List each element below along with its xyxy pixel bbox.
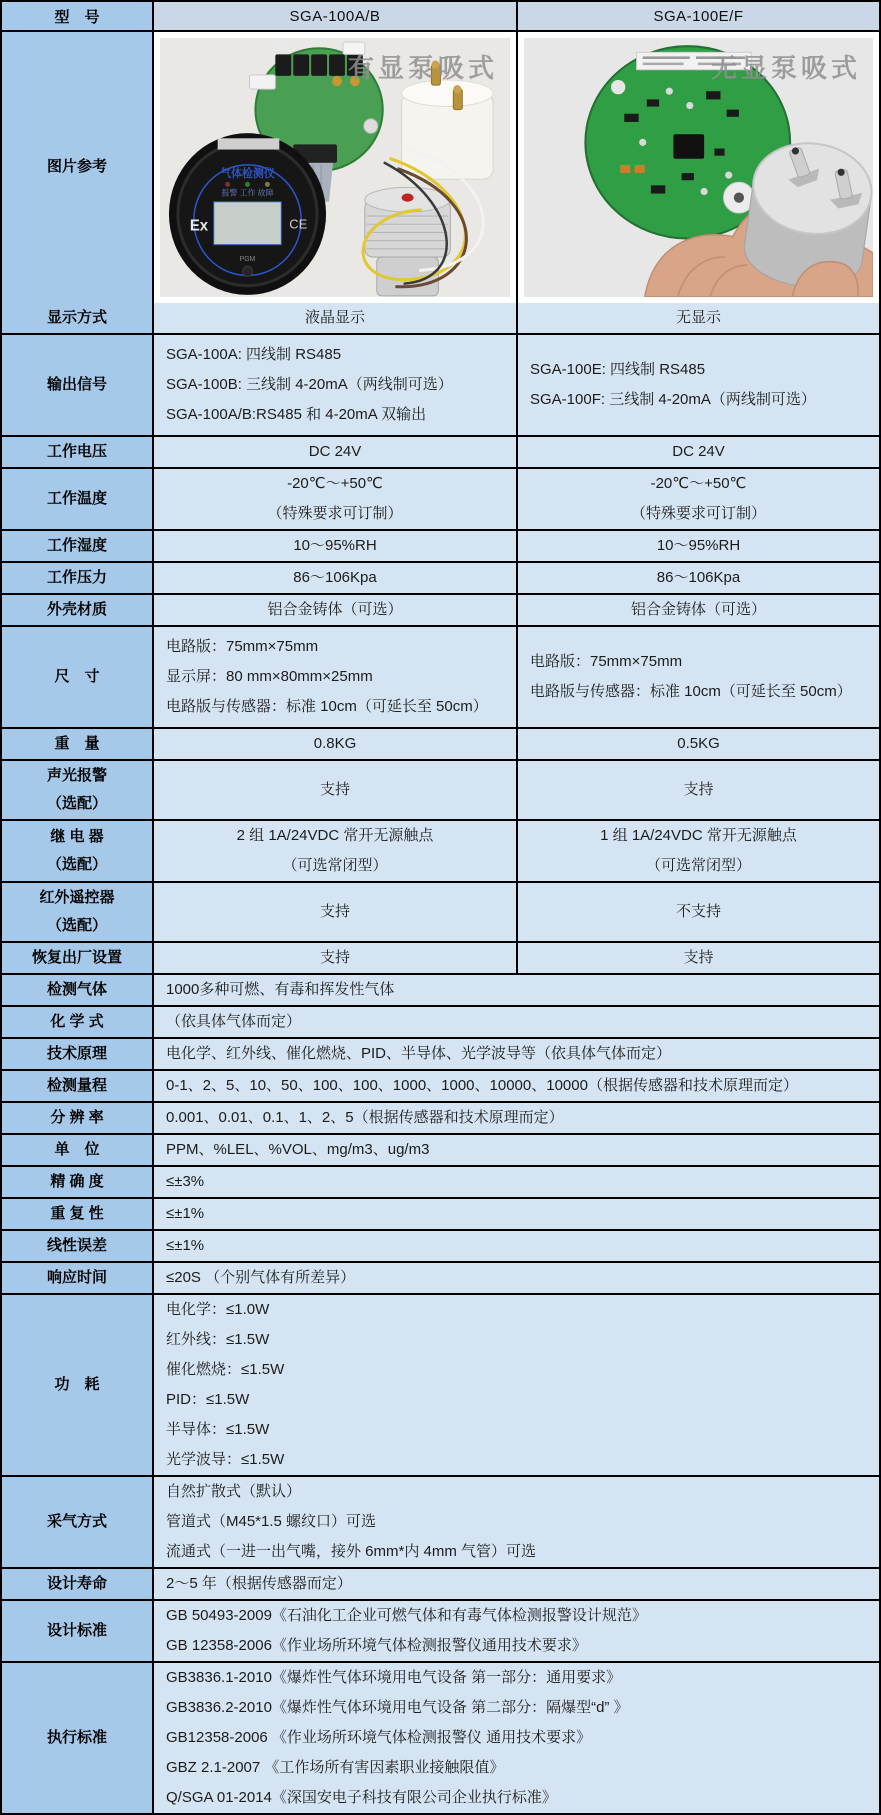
row-label [2,1103,154,1133]
spec-value-line: （可选常闭型） [645,856,751,874]
spec-value-cell [154,883,518,941]
spec-value-cell [154,1477,879,1567]
row-label [2,1477,154,1567]
spec-row-13 [2,973,879,1005]
row-label-line: 检测量程 [46,1076,107,1094]
spec-value-cell [518,595,879,625]
spec-value-cell [518,883,879,941]
ic-chip [673,134,704,159]
row-label [2,1263,154,1293]
spec-value-cell [154,595,518,625]
spec-row-2 [2,435,879,467]
row-label [2,1569,154,1599]
row-label [2,761,154,819]
row-label-line: 红外遥控器 [39,888,115,906]
spec-value-cell [154,1199,879,1229]
spec-value-line: SGA-100A/B:RS485 和 4-20mA 双输出 [166,405,427,423]
spec-value-cell [154,437,518,467]
spec-value-line: 电路版：75mm×75mm [530,652,683,670]
spec-row-11 [2,881,879,941]
row-label [2,1199,154,1229]
row-label [2,1167,154,1197]
row-label-line: 外壳材质 [46,600,107,618]
row-label [2,469,154,529]
row-label-line: 工作湿度 [46,536,107,554]
row-label-line: 执行标准 [46,1728,107,1746]
row-label-line: 设计寿命 [46,1574,107,1592]
spec-value-line: 0-1、2、5、10、50、100、100、1000、1000、10000、10000（根据传感器和技术原理而定） [166,1076,798,1094]
row-label-line: 工作压力 [46,568,107,586]
row-label-line: （选配） [46,855,107,873]
spec-value-line: 电路版与传感器：标准 10cm（可延长至 50cm） [530,682,852,700]
row-label-line: 显示方式 [46,308,107,326]
row-label-line: 功 耗 [54,1375,100,1393]
spec-row-24 [2,1475,879,1567]
photo-cell-b [518,32,879,303]
spec-value-line: 电化学：≤1.0W [166,1300,270,1318]
spec-value-cell [154,1071,879,1101]
spec-value-cell [154,1601,879,1661]
spec-value-line: 86～106Kpa [293,568,377,586]
spec-value-line: SGA-100E: 四线制 RS485 [530,360,706,378]
spec-value-cell [154,1167,879,1197]
spec-value-line: 半导体：≤1.5W [166,1420,270,1438]
row-label [2,595,154,625]
product-photo-a [160,38,510,297]
spec-value-line: 10～95%RH [656,536,741,554]
spec-row-7 [2,625,879,727]
spec-value-line: 支持 [319,948,350,966]
spec-value-cell [518,335,879,435]
spec-value-cell [154,943,518,973]
spec-value-cell [154,1135,879,1165]
row-label [2,563,154,593]
spec-value-line: GB 12358-2006《作业场所环境气体检测报警仪通用技术要求》 [166,1636,587,1654]
detector-display-unit [169,133,326,295]
spec-value-line: 不支持 [675,902,721,920]
row-label-line: 工作电压 [46,442,107,460]
spec-value-line: 10～95%RH [293,536,377,554]
spec-value-line: 0.001、0.01、0.1、1、2、5（根据传感器和技术原理而定） [166,1108,564,1126]
row-label [2,975,154,1005]
spec-value-line: SGA-100F: 三线制 4-20mA（两线制可选） [530,390,816,408]
row-label-line: 重 复 性 [50,1204,104,1222]
label-sticker [218,138,280,149]
spec-value-line: 2 组 1A/24VDC 常开无源触点 [236,826,434,844]
spec-value-cell [518,303,879,333]
row-label-line: 采气方式 [46,1512,107,1530]
spec-value-line: 管道式（M45*1.5 螺纹口）可选 [166,1512,377,1530]
spec-value-cell [154,627,518,727]
spec-value-line: 支持 [319,780,350,798]
header-model-label: 型 号 [2,2,154,30]
row-label-line: 精 确 度 [50,1172,104,1190]
row-label [2,303,154,333]
spec-row-3 [2,467,879,529]
row-label [2,335,154,435]
photo-cell-a [154,32,518,303]
row-label [2,1295,154,1475]
spec-row-25 [2,1567,879,1599]
row-label-line: 单 位 [54,1140,100,1158]
spec-value-line: 光学波导：≤1.5W [166,1450,285,1468]
spec-value-line: 无显示 [675,308,721,326]
spec-value-cell [518,729,879,759]
spec-value-line: 铝合金铸体（可选） [267,600,403,618]
spec-value-line: -20℃～+50℃ [650,474,747,492]
image-reference-row [2,30,879,303]
row-label-line: 图片参考 [46,158,107,176]
spec-value-line: SGA-100A: 四线制 RS485 [166,345,342,363]
row-label-line: 化 学 式 [50,1012,104,1030]
row-label-line: 响应时间 [46,1268,107,1286]
row-label-line: 恢复出厂设置 [31,948,122,966]
spec-row-15 [2,1037,879,1069]
spec-value-line: （依具体气体而定） [166,1012,302,1030]
row-label-line: 分 辨 率 [50,1108,104,1126]
row-label-line: 声光报警 [46,766,107,784]
spec-value-line: DC 24V [308,442,362,460]
spec-row-5 [2,561,879,593]
spec-value-line: DC 24V [672,442,725,460]
photo-b-illustration [524,38,873,297]
spec-value-cell [154,729,518,759]
spec-value-line: ≤±1% [166,1236,205,1254]
spec-row-18 [2,1133,879,1165]
row-label [2,531,154,561]
row-label-line: 继 电 器 [50,827,104,845]
spec-row-17 [2,1101,879,1133]
spec-row-14 [2,1005,879,1037]
spec-value-cell [518,531,879,561]
spec-value-line: Q/SGA 01-2014《深国安电子科技有限公司企业执行标准》 [166,1788,557,1806]
spec-value-line: 电化学、红外线、催化燃烧、PID、半导体、光学波导等（依具体气体而定） [166,1044,672,1062]
spec-value-cell [518,943,879,973]
row-label [2,1039,154,1069]
spec-value-line: 流通式（一进一出气嘴，接外 6mm*内 4mm 气管）可选 [166,1542,537,1560]
row-label [2,943,154,973]
spec-row-26 [2,1599,879,1661]
spec-value-line: 液晶显示 [304,308,365,326]
spec-value-line: 自然扩散式（默认） [166,1482,302,1500]
brass-nozzle [431,61,440,86]
spec-row-23 [2,1293,879,1475]
spec-value-line: （特殊要求可订制） [267,504,403,522]
spec-value-line: GBZ 2.1-2007 《工作场所有害因素职业接触限值》 [166,1758,505,1776]
spec-value-line: 电路版：75mm×75mm [166,637,319,655]
row-label [2,729,154,759]
spec-value-line: 2～5 年（根据传感器而定） [166,1574,352,1592]
red-indicator-dot [402,194,414,202]
row-label-line: 检测气体 [46,980,107,998]
spec-value-line: 支持 [319,902,350,920]
spec-row-19 [2,1165,879,1197]
spec-row-22 [2,1261,879,1293]
row-label-line: 设计标准 [46,1621,107,1639]
spec-value-line: 1 组 1A/24VDC 常开无源触点 [600,826,797,844]
spec-row-9 [2,759,879,819]
row-label-line: 线性误差 [46,1236,107,1254]
spec-value-line: GB12358-2006 《作业场所环境气体检测报警仪 通用技术要求》 [166,1728,592,1746]
spec-value-line: （特殊要求可订制） [630,504,766,522]
ex-mark-text: Ex [189,217,209,235]
spec-value-cell [154,1295,879,1475]
spec-value-line: 0.5KG [677,734,720,752]
spec-value-cell [518,821,879,881]
table-header-row [2,2,879,30]
spec-value-line: 0.8KG [313,734,357,752]
row-label [2,1231,154,1261]
spec-value-cell [154,761,518,819]
led-labels-text: 报警 工作 故障 [221,188,274,198]
pgm-button-text: PGM [239,256,256,264]
spec-row-10 [2,819,879,881]
spec-row-0 [2,303,879,333]
spec-value-cell [518,437,879,467]
label-sticker [637,52,752,69]
row-label-line: 工作温度 [46,489,107,507]
spec-value-cell [154,1007,879,1037]
spec-value-line: ≤±1% [166,1204,205,1222]
spec-value-line: PID：≤1.5W [166,1390,250,1408]
brass-nozzle [453,85,462,110]
spec-value-cell [154,975,879,1005]
spec-value-line: 红外线：≤1.5W [166,1330,270,1348]
spec-value-cell [518,627,879,727]
row-label [2,1601,154,1661]
spec-value-cell [154,1103,879,1133]
spec-row-21 [2,1229,879,1261]
row-label [2,821,154,881]
spec-value-cell [154,821,518,881]
spec-row-8 [2,727,879,759]
spec-row-1 [2,333,879,435]
row-label-line: 重 量 [54,734,100,752]
row-label [2,627,154,727]
row-label [2,1135,154,1165]
spec-row-16 [2,1069,879,1101]
device-title-text: 气体检测仪 [220,168,275,181]
spec-row-12 [2,941,879,973]
spec-value-line: 1000多种可燃、有毒和挥发性气体 [166,980,395,998]
spec-value-cell [518,563,879,593]
spec-value-cell [154,1569,879,1599]
row-label-line: 尺 寸 [54,667,100,685]
spec-value-line: GB3836.2-2010《爆炸性气体环境用电气设备 第二部分：隔爆型“d” 》 [166,1698,629,1716]
spec-value-cell [154,1231,879,1261]
ce-mark-text: CE [289,216,308,232]
row-label [2,437,154,467]
spec-row-6 [2,593,879,625]
header-model-a: SGA-100A/B [154,2,518,30]
row-label-line: 技术原理 [46,1044,107,1062]
spec-value-line: PPM、%LEL、%VOL、mg/m3、ug/m3 [166,1140,430,1158]
spec-value-line: -20℃～+50℃ [287,474,383,492]
spec-value-line: 铝合金铸体（可选） [630,600,766,618]
row-label [2,883,154,941]
spec-value-line: 显示屏：80 mm×80mm×25mm [166,667,373,685]
row-label-line: （选配） [46,916,107,934]
photo-a-illustration [160,38,510,297]
spec-value-cell [154,1039,879,1069]
spec-value-line: 支持 [683,948,714,966]
row-label-line: 输出信号 [46,375,107,393]
image-row-label [2,32,154,303]
row-label [2,1663,154,1813]
row-label [2,1071,154,1101]
spec-value-line: ≤±3% [166,1172,205,1190]
spec-value-line: SGA-100B: 三线制 4-20mA（两线制可选） [166,375,453,393]
watermark-text-b: 无显泵吸式 [710,53,861,83]
spec-value-line: 催化燃烧：≤1.5W [166,1360,285,1378]
spec-value-line: ≤20S （个别气体有所差异） [166,1268,356,1286]
spec-value-cell [518,469,879,529]
lcd-screen [214,202,282,245]
spec-value-line: 支持 [683,780,714,798]
spec-value-cell [154,303,518,333]
watermark-text-a: 有显泵吸式 [347,53,498,83]
spec-value-cell [154,531,518,561]
spec-value-line: 电路版与传感器：标准 10cm（可延长至 50cm） [166,697,488,715]
spec-row-27 [2,1661,879,1813]
spec-value-line: GB 50493-2009《石油化工企业可燃气体和有毒气体检测报警设计规范》 [166,1606,647,1624]
spec-value-line: （可选常闭型） [282,856,388,874]
spec-value-cell [154,1663,879,1813]
row-label-line: （选配） [46,794,107,812]
spec-row-20 [2,1197,879,1229]
row-label [2,1007,154,1037]
header-model-b: SGA-100E/F [518,2,879,30]
spec-value-cell [154,1263,879,1293]
spec-value-line: GB3836.1-2010《爆炸性气体环境用电气设备 第一部分：通用要求》 [166,1668,622,1686]
spec-value-cell [154,563,518,593]
spec-value-line: 86～106Kpa [656,568,741,586]
spec-value-cell [518,761,879,819]
spec-value-cell [154,335,518,435]
spec-row-4 [2,529,879,561]
product-photo-b [524,38,873,297]
spec-value-cell [154,469,518,529]
